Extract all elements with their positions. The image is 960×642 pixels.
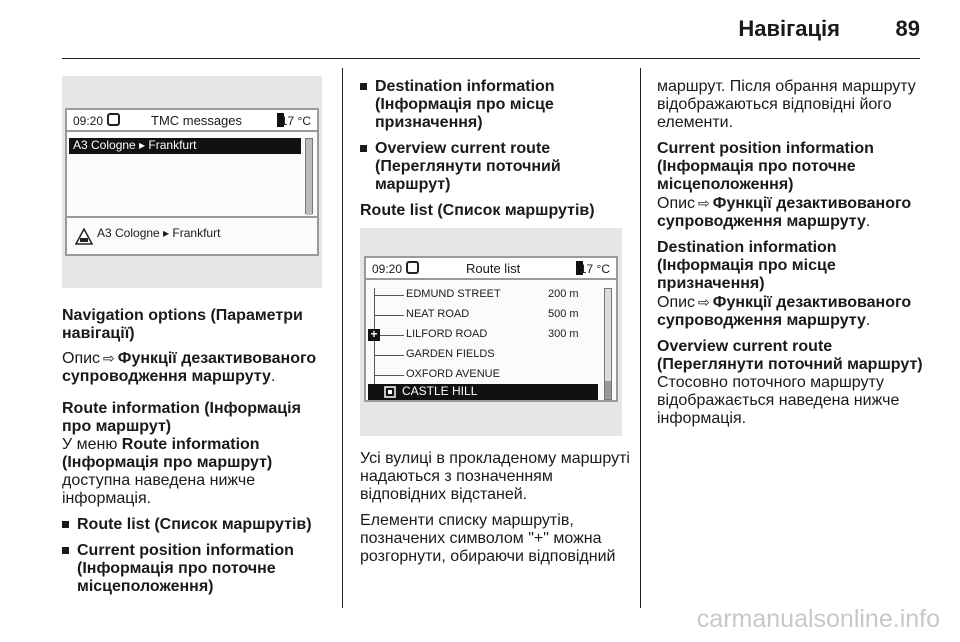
overview-heading: Overview current route (Переглянути поточний маршрут) — [657, 338, 923, 373]
destination-heading: Destination information (Інформація про місце призначення) — [657, 239, 837, 292]
route-info-prefix: У меню — [62, 436, 118, 453]
route-info-suffix: доступна наведена нижче інформація. — [62, 472, 256, 507]
scrollbar[interactable] — [305, 138, 313, 214]
route-list-para-2: Елементи списку маршрутів, позначених символом "+" можна розгорнути, обираючи відповідний — [360, 512, 616, 565]
page-number: 89 — [895, 16, 920, 41]
clock-time: 09:20 — [372, 262, 403, 276]
route-street-name: LILFORD ROAD — [406, 328, 488, 340]
route-street-name: EDMUND STREET — [406, 288, 501, 300]
current-position-description: Опис ⇨ Функції дезактивованого супроводження маршруту. — [657, 195, 912, 230]
route-list-para-1: Усі вулиці в прокладеному маршруті надаються з позначенням відповідних відстаней. — [360, 450, 630, 503]
current-position-link[interactable]: Функції дезактивованого супроводження маршруту — [657, 195, 912, 230]
route-distance: 500 m — [548, 308, 579, 320]
route-street-name: NEAT ROAD — [406, 308, 470, 320]
column-1 — [62, 307, 332, 596]
route-row[interactable] — [366, 348, 596, 363]
bullet-overview-route: Overview current route (Переглянути поточний маршрут) — [360, 140, 632, 194]
ref-prefix: Опис — [657, 195, 696, 212]
column-2-bottom — [360, 450, 632, 566]
destination-description: Опис ⇨ Функції дезактивованого супроводження маршруту. — [657, 294, 912, 329]
ref-prefix: Опис — [62, 350, 101, 367]
ref-prefix: Опис — [657, 294, 696, 311]
nav-options-description: Опис ⇨ Функції дезактивованого супроводження маршруту. — [62, 350, 317, 385]
route-row[interactable] — [366, 288, 596, 303]
route-street-name: GARDEN FIELDS — [406, 348, 495, 360]
route-info-description — [62, 436, 332, 508]
current-position-heading: Current position information (Інформація про поточне місцеположення) — [657, 140, 874, 193]
selected-message-row[interactable]: A3 Cologne ▸ Frankfurt — [69, 138, 301, 154]
bullet-route-list: Route list (Список маршрутів) — [62, 516, 332, 534]
temperature: 17 °C — [579, 262, 610, 276]
temperature: 17 °C — [280, 114, 311, 128]
route-distance: 200 m — [548, 288, 579, 300]
message-separator — [67, 216, 317, 218]
route-info-menu: Route information (Інформація про маршрут) — [62, 436, 273, 471]
route-info-heading: Route information (Інформація про маршрут) — [62, 400, 301, 435]
expand-plus-icon[interactable]: + — [368, 329, 380, 341]
route-list-heading: Route list (Список маршрутів) — [360, 202, 595, 219]
route-row[interactable] — [366, 328, 596, 343]
route-list-para-continued: маршрут. Після обрання маршруту відображаються відповідні його елементи. — [657, 78, 916, 131]
route-distance: 300 m — [548, 328, 579, 340]
watermark: carmanualsonline.info — [696, 605, 940, 633]
route-list-screenshot — [360, 228, 622, 436]
column-divider-1 — [342, 68, 343, 608]
nav-options-link[interactable]: Функції дезактивованого супроводження маршруту — [62, 350, 317, 385]
header-divider — [62, 58, 920, 59]
tmc-messages-screenshot — [62, 76, 322, 288]
screen-title: Route list — [466, 261, 521, 276]
nav-options-heading: Navigation options (Параметри навігації) — [62, 307, 303, 342]
destination-flag-icon — [384, 386, 396, 398]
destination-link[interactable]: Функції дезактивованого супроводження маршруту — [657, 294, 912, 329]
route-row[interactable] — [366, 368, 596, 383]
scrollbar[interactable] — [604, 288, 612, 400]
column-divider-2 — [640, 68, 641, 608]
reference-arrow-icon: ⇨ — [698, 294, 710, 310]
selected-route-row[interactable]: CASTLE HILL — [368, 384, 598, 400]
gps-icon — [107, 113, 120, 126]
overview-description: Стосовно поточного маршруту відображається наведена нижче інформація. — [657, 374, 900, 427]
bullet-current-position: Current position information (Інформація про поточне місцеположення) — [62, 542, 332, 596]
reference-arrow-icon: ⇨ — [698, 195, 710, 211]
tmc-message-text: A3 Cologne ▸ Frankfurt — [97, 226, 221, 240]
page-header-title: Навігація — [738, 16, 840, 41]
reference-arrow-icon: ⇨ — [103, 350, 115, 366]
route-street-name: OXFORD AVENUE — [406, 368, 500, 380]
bullet-destination-info: Destination information (Інформація про місце призначення) — [360, 78, 632, 132]
traffic-warning-icon — [75, 228, 93, 246]
gps-icon — [406, 261, 419, 274]
column-3 — [657, 78, 927, 428]
column-2-top — [360, 78, 632, 220]
screen-title: TMC messages — [151, 113, 243, 128]
route-row[interactable] — [366, 308, 596, 323]
clock-time: 09:20 — [73, 114, 104, 128]
